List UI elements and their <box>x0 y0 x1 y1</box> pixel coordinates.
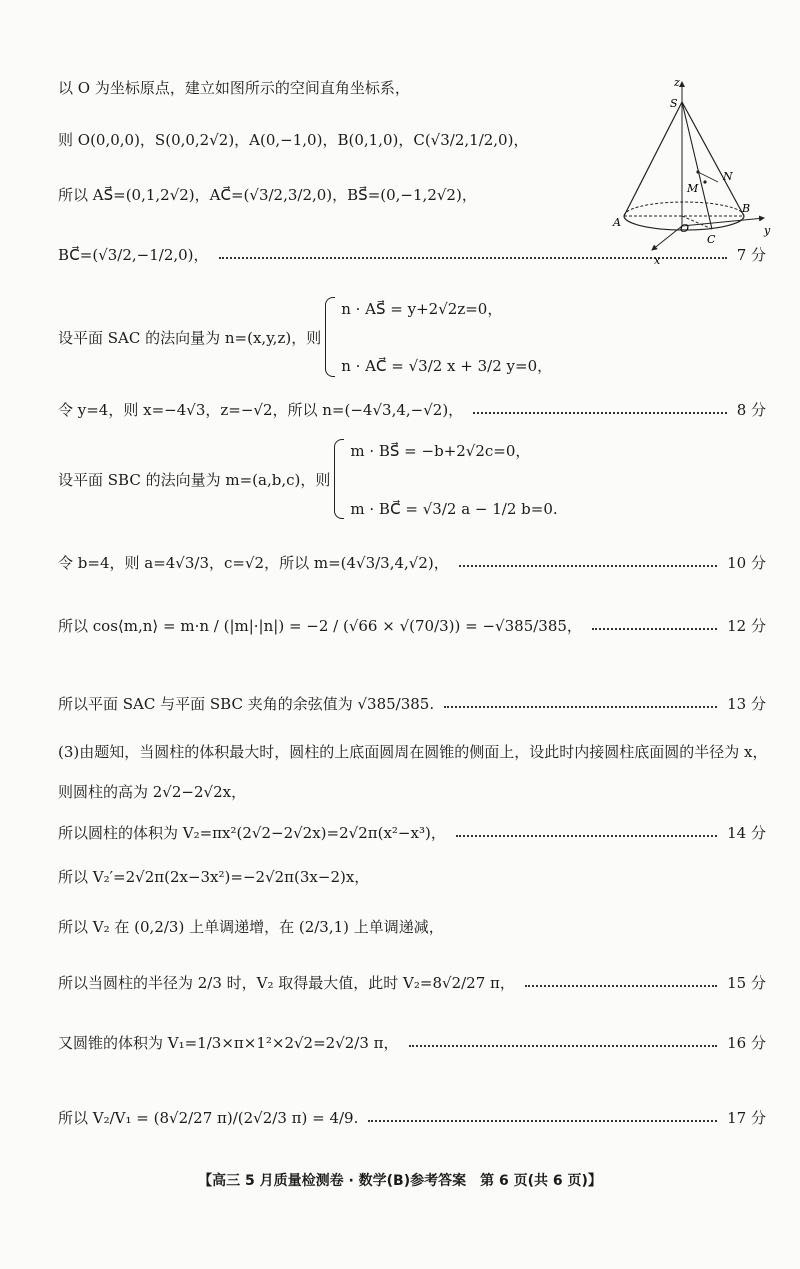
score-12: 12 分 <box>727 617 766 635</box>
point-coordinates: 则 O(0,0,0)，S(0,0,2√2)，A(0,−1,0)，B(0,1,0)，C(√3/2,1/2,0)， <box>58 131 529 149</box>
cosine-formula: 所以 cos⟨m,n⟩ = m·n / (|m|·|n|) = −2 / (√66 × √(70/3)) = −√385/385， <box>58 617 582 635</box>
score-10: 10 分 <box>727 554 766 572</box>
system-lead: 设平面 SBC 的法向量为 m=(a,b,c)，则 <box>58 470 331 489</box>
label-c: C <box>707 233 716 246</box>
dot-leader <box>444 706 717 708</box>
score-16: 16 分 <box>727 1034 766 1052</box>
label-m: M <box>687 182 699 195</box>
monotonicity: 所以 V₂ 在 (0,2/3) 上单调递增，在 (2/3,1) 上单调递减， <box>58 918 444 936</box>
cosine-line <box>58 616 766 636</box>
part3-intro: (3)由题知，当圆柱的体积最大时，圆柱的上底面圆周在圆锥的侧面上，设此时内接圆柱底面圆的半径为 x， <box>58 743 768 761</box>
dot-leader <box>456 835 717 837</box>
normal-m: 令 b=4，则 a=4√3/3，c=√2，所以 m=(4√3/3,4,√2)， <box>58 554 449 572</box>
normal-n: 令 y=4，则 x=−4√3，z=−√2，所以 n=(−4√3,4,−√2)， <box>58 401 464 419</box>
vector-coordinates: 所以 AS⃗=(0,1,2√2)，AC⃗=(√3/2,3/2,0)，BS⃗=(0,−1,2√2)， <box>58 186 477 204</box>
score-15: 15 分 <box>727 974 766 992</box>
y-axis <box>682 218 764 226</box>
label-a: A <box>613 216 621 229</box>
cone-volume: 又圆锥的体积为 V₁=1/3×π×1²×2√2=2√2/3 π， <box>58 1034 399 1052</box>
system-equation: n · AS⃗ = y+2√2z=0， <box>341 300 503 318</box>
score-7: 7 分 <box>736 246 766 264</box>
system-equation: m · BC⃗ = √3/2 a − 1/2 b=0. <box>350 500 558 518</box>
score-14: 14 分 <box>727 824 766 842</box>
angle-conclusion-line <box>58 694 766 714</box>
system-equation: n · AC⃗ = √3/2 x + 3/2 y=0， <box>341 357 553 375</box>
max-volume: 所以当圆柱的半径为 2/3 时，V₂ 取得最大值，此时 V₂=8√2/27 π， <box>58 974 515 992</box>
volume-ratio: 所以 V₂/V₁ = (8√2/27 π)/(2√2/3 π) = 4/9. <box>58 1109 359 1127</box>
max-volume-line <box>58 973 766 993</box>
generator-sb <box>682 102 744 216</box>
cone-volume-line <box>58 1033 766 1053</box>
normal-vector-sbc-system <box>58 440 558 518</box>
dot-leader <box>525 985 717 987</box>
left-brace <box>325 297 335 377</box>
page-footer: 【高三 5 月质量检测卷 · 数学(B)参考答案 第 6 页(共 6 页)】 <box>198 1173 602 1189</box>
label-s: S <box>670 97 678 110</box>
cone-coordinate-figure <box>604 74 784 274</box>
point-m <box>696 170 699 173</box>
score-8: 8 分 <box>736 401 766 419</box>
score-17: 17 分 <box>727 1109 766 1127</box>
dot-leader <box>473 412 727 414</box>
normal-n-line <box>58 400 766 420</box>
label-b: B <box>742 202 751 215</box>
derivative: 所以 V₂′=2√2π(2x−3x²)=−2√2π(3x−2)x， <box>58 868 370 886</box>
dot-leader <box>409 1045 718 1047</box>
system-equation: m · BS⃗ = −b+2√2c=0， <box>350 442 531 460</box>
generator-sa <box>624 102 682 216</box>
label-o: O <box>680 222 690 235</box>
dot-leader <box>592 628 717 630</box>
system-lead: 设平面 SAC 的法向量为 n=(x,y,z)，则 <box>58 328 322 347</box>
score-13: 13 分 <box>727 695 766 713</box>
cylinder-volume: 所以圆柱的体积为 V₂=πx²(2√2−2√2x)=2√2π(x²−x³)， <box>58 824 446 842</box>
dot-leader <box>368 1120 717 1122</box>
generator-sc <box>682 102 712 229</box>
left-brace <box>334 439 344 519</box>
vector-bc: BC⃗=(√3/2,−1/2,0)， <box>58 246 209 264</box>
label-x: x <box>654 254 661 267</box>
coordinate-system-intro: 以 O 为坐标原点，建立如图所示的空间直角坐标系， <box>58 79 410 97</box>
cylinder-height: 则圆柱的高为 2√2−2√2x， <box>58 783 247 801</box>
cone-base-back <box>624 202 744 216</box>
label-n: N <box>723 170 733 183</box>
angle-conclusion: 所以平面 SAC 与平面 SBC 夹角的余弦值为 √385/385. <box>58 695 435 713</box>
normal-m-line <box>58 553 766 573</box>
label-z: z <box>674 76 680 89</box>
dot-leader <box>459 565 717 567</box>
cylinder-volume-line <box>58 823 766 843</box>
ratio-line <box>58 1108 766 1128</box>
point-n <box>703 180 706 183</box>
label-y: y <box>764 224 771 237</box>
normal-vector-sac-system <box>58 298 552 376</box>
